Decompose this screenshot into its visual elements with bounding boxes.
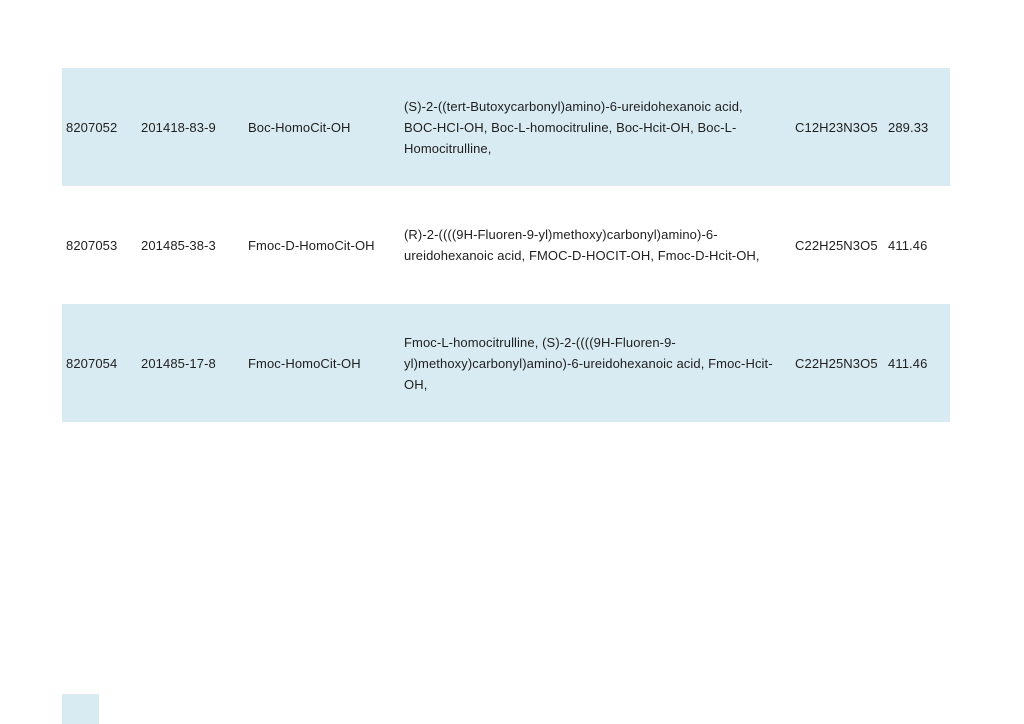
cell-product-id: 8207054 <box>66 355 118 371</box>
cell-synonyms: (S)-2-((tert-Butoxycarbonyl)amino)-6-ureidohexanoic acid, BOC-HCI-OH, Boc-L-homocitruline, Boc-Hcit-OH, Boc-L-Homocitrulline, <box>404 98 743 156</box>
cell-molecular-weight: 411.46 <box>888 237 928 253</box>
cell-molecular-weight: 289.33 <box>888 119 929 135</box>
table-row <box>62 68 950 186</box>
table-row <box>62 186 950 304</box>
table-row <box>62 304 950 422</box>
cell-synonyms: Fmoc-L-homocitrulline, (S)-2-((((9H-Fluoren-9-yl)methoxy)carbonyl)amino)-6-ureidohexanoic acid, Fmoc-Hcit-OH, <box>404 334 773 392</box>
cell-molecular-formula: C12H23N3O5 <box>795 119 878 135</box>
cell-cas-number: 201485-38-3 <box>141 237 216 253</box>
compound-table <box>62 68 950 422</box>
cell-synonyms: (R)-2-((((9H-Fluoren-9-yl)methoxy)carbonyl)amino)-6-ureidohexanoic acid, FMOC-D-HOCIT-OH, Fmoc-D-Hcit-OH, <box>404 227 760 263</box>
cell-product-name: Boc-HomoCit-OH <box>248 119 351 135</box>
cell-molecular-formula: C22H25N3O5 <box>795 355 878 371</box>
cell-molecular-formula: C22H25N3O5 <box>795 237 878 253</box>
partial-next-row <box>62 694 99 724</box>
cell-cas-number: 201485-17-8 <box>141 355 216 371</box>
cell-product-id: 8207053 <box>66 237 118 253</box>
cell-product-name: Fmoc-HomoCit-OH <box>248 355 361 371</box>
cell-molecular-weight: 411.46 <box>888 355 928 371</box>
cell-product-id: 8207052 <box>66 119 118 135</box>
cell-product-name: Fmoc-D-HomoCit-OH <box>248 237 375 253</box>
cell-cas-number: 201418-83-9 <box>141 119 216 135</box>
